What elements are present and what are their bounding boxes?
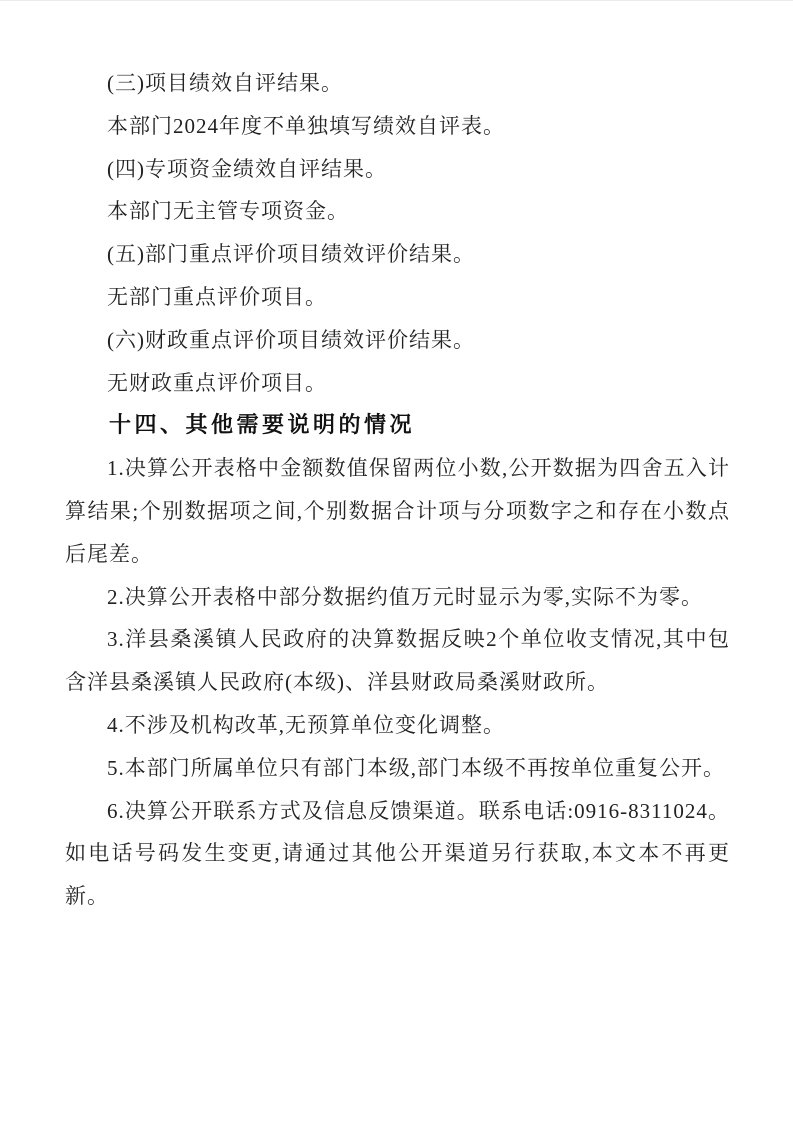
paragraph-subsection-6-body: 无财政重点评价项目。 [107,370,327,395]
section-heading-14: 十四、其他需要说明的情况 [109,412,416,438]
paragraph-note-3: 3.洋县桑溪镇人民政府的决算数据反映2个单位收支情况,其中包含洋县桑溪镇人民政府(本级)、洋县财政局桑溪财政所。 [65,627,730,695]
paragraph-subsection-6-title: (六)财政重点评价项目绩效评价结果。 [107,327,475,352]
paragraph-subsection-4-body: 本部门无主管专项资金。 [107,199,349,224]
paragraph-subsection-5-title: (五)部门重点评价项目绩效评价结果。 [107,242,475,267]
document-body [65,62,730,918]
paragraph-subsection-3-title: (三)项目绩效自评结果。 [107,71,343,95]
paragraph-subsection-5-body: 无部门重点评价项目。 [107,284,327,309]
paragraph-note-2: 2.决算公开表格中部分数据约值万元时显示为零,实际不为零。 [107,584,703,609]
paragraph-note-1: 1.决算公开表格中金额数值保留两位小数,公开数据为四舍五入计算结果;个别数据项之间,个别数据合计项与分项数字之和存在小数点后尾差。 [65,456,730,566]
paragraph-note-6-contact: 6.决算公开联系方式及信息反馈渠道。联系电话:0916-8311024。如电话号码发生变更,请通过其他公开渠道另行获取,本文本不再更新。 [65,798,730,909]
paragraph-subsection-3-body: 本部门2024年度不单独填写绩效自评表。 [107,113,505,138]
paragraph-note-5: 5.本部门所属单位只有部门本级,部门本级不再按单位重复公开。 [107,755,725,780]
paragraph-note-4: 4.不涉及机构改革,无预算单位变化调整。 [107,712,505,737]
paragraph-subsection-4-title: (四)专项资金绩效自评结果。 [107,156,387,181]
